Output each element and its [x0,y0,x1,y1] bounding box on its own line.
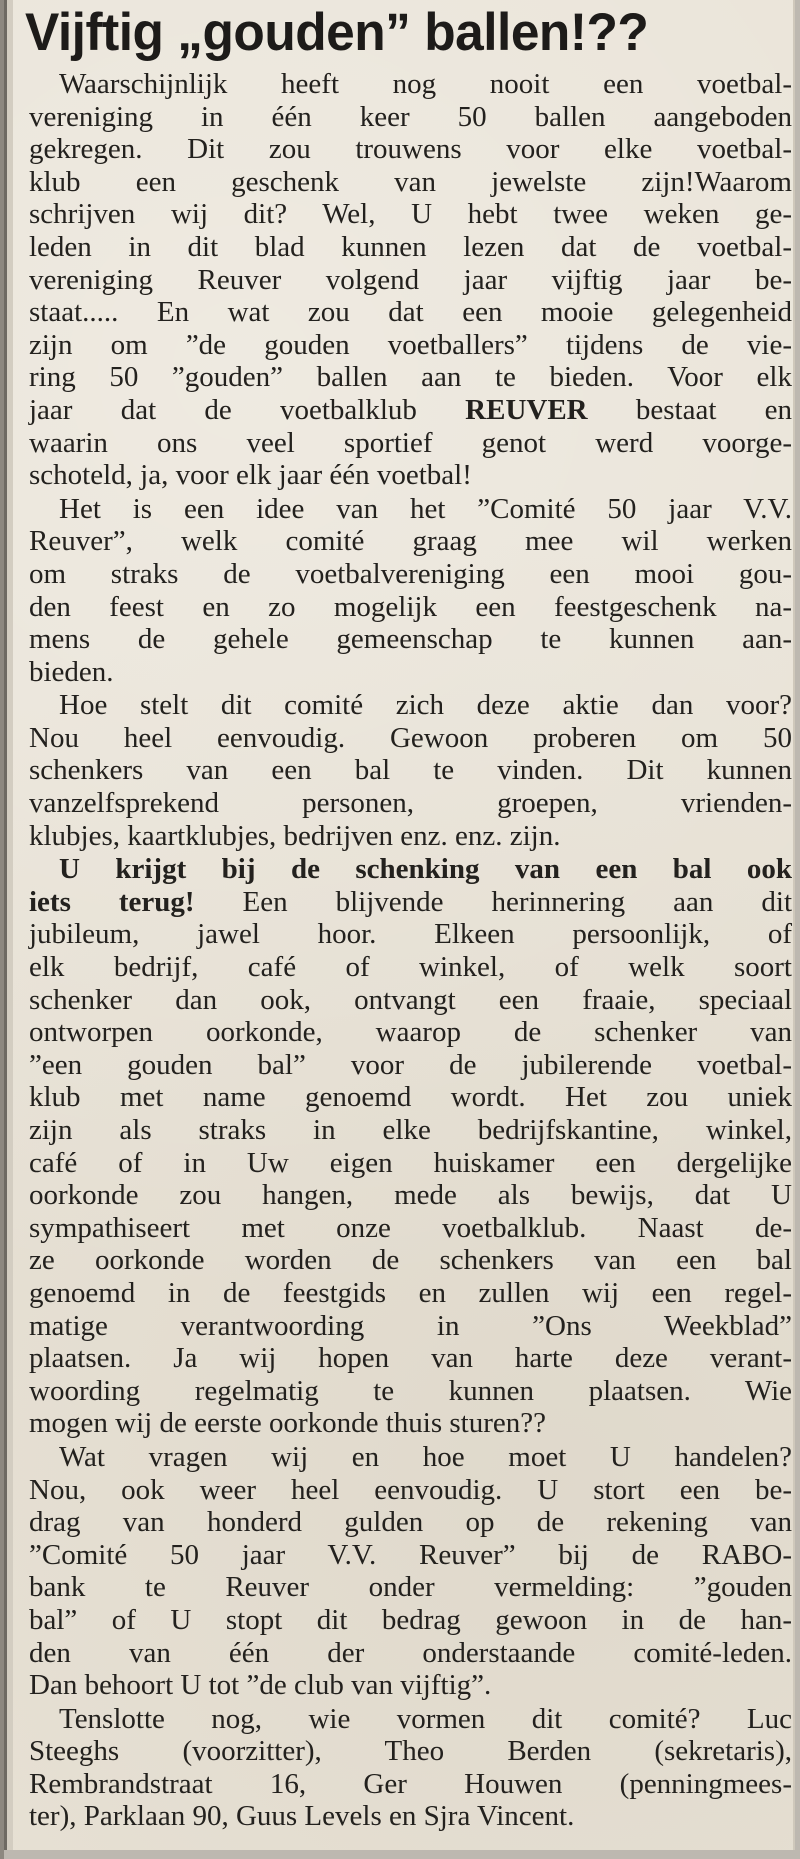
text-line [29,361,792,394]
text-segment: leden in dit blad kunnen lezen dat de voetbal- [29,230,792,263]
text-segment: waarin ons veel sportief genot werd voorge- [29,426,792,459]
text-segment: Reuver”, welk comité graag mee wil werken [29,525,792,558]
text-line [29,623,792,656]
text-segment: bestaat en [587,393,792,426]
text-segment: Het is een idee van het ”Comité 50 jaar V.V. [59,492,792,525]
text-line [29,1147,792,1180]
bold-text: REUVER [465,393,588,426]
text-line [29,1342,792,1375]
text-line [29,820,792,853]
text-line [29,329,792,362]
text-segment: ”Comité 50 jaar V.V. Reuver” bij de RABO- [29,1538,792,1571]
article-headline: Vijftig „gouden” ballen!?? [25,3,649,62]
text-segment: den feest en zo mogelijk een feestgeschenk na- [29,590,792,623]
text-line [29,133,792,166]
text-segment: Nou, ook weer heel eenvoudig. U stort een be- [29,1473,792,1506]
text-segment: zijn om ”de gouden voetballers” tijdens de vie- [29,328,792,361]
text-line [29,493,792,526]
article-paragraph [29,853,792,1440]
text-line [29,1179,792,1212]
text-line [29,1474,792,1507]
text-line [29,1016,792,1049]
text-segment: den van één der onderstaande comité-leden. [29,1636,792,1669]
text-segment: Wat vragen wij en hoe moet U handelen? [59,1440,792,1473]
text-line [29,1800,792,1833]
text-segment: klub een geschenk van jewelste zijn!Waarom [29,165,792,198]
text-segment: bal” of U stopt dit bedrag gewoon in de han- [29,1603,792,1636]
text-segment: ring 50 ”gouden” ballen aan te bieden. Voor elk [29,361,792,394]
text-line [29,296,792,329]
text-line [29,1310,792,1343]
text-segment: gekregen. Dit zou trouwens voor elke voetbal- [29,133,792,166]
text-line [29,787,792,820]
text-segment: jaar dat de voetbalklub [29,393,466,426]
article-paragraph [29,689,792,852]
text-line [29,1539,792,1572]
text-line [29,886,792,919]
article-paragraph [29,68,792,492]
text-segment: vereniging in één keer 50 ballen aangeboden [29,100,792,133]
text-segment: woording regelmatig te kunnen plaatsen. Wie [29,1374,792,1407]
text-segment: klub met name genoemd wordt. Het zou uniek [29,1081,792,1114]
text-line [29,101,792,134]
text-segment: ze oorkonde worden de schenkers van een bal [29,1244,792,1277]
text-line [29,166,792,199]
text-line [29,1768,792,1801]
text-segment: Hoe stelt dit comité zich deze aktie dan voor? [59,689,792,722]
text-segment: Nou heel eenvoudig. Gewoon proberen om 50 [29,721,792,754]
text-segment: klubjes, kaartklubjes, bedrijven enz. enz. zijn. [29,819,561,852]
newspaper-clipping [4,0,795,1850]
text-line [29,1669,792,1702]
text-segment: café of in Uw eigen huiskamer een dergelijke [29,1146,792,1179]
text-line [29,951,792,984]
text-segment: plaatsen. Ja wij hopen van harte deze verant- [29,1342,792,1375]
text-segment: matige verantwoording in ”Ons Weekblad” [29,1309,792,1342]
text-line [29,1049,792,1082]
text-segment: Een blijvende herinnering aan dit [194,885,792,918]
article-body [29,68,792,1834]
bold-text: U krijgt bij de schenking van een bal ook [59,853,792,886]
text-line [29,231,792,264]
text-segment: mogen wij de eerste oorkonde thuis sturen?? [29,1407,547,1440]
text-segment: bieden. [29,655,114,688]
text-line [29,427,792,460]
text-line [29,394,792,427]
text-line [29,1212,792,1245]
text-segment: Tenslotte nog, wie vormen dit comité? Luc [59,1702,792,1735]
text-segment: schenker dan ook, ontvangt een fraaie, speciaal [29,983,792,1016]
text-line [29,264,792,297]
text-segment: Dan behoort U tot ”de club van vijftig”. [29,1669,492,1702]
article-paragraph [29,1441,792,1702]
text-line [29,459,792,492]
text-line [29,1571,792,1604]
text-line [29,1604,792,1637]
text-line [29,1375,792,1408]
text-line [29,1735,792,1768]
text-line [29,1277,792,1310]
text-line [29,68,792,101]
text-line [29,1244,792,1277]
text-segment: drag van honderd gulden op de rekening van [29,1506,792,1539]
text-line [29,853,792,886]
text-line [29,689,792,722]
text-segment: vereniging Reuver volgend jaar vijftig jaar be- [29,263,792,296]
text-segment: mens de gehele gemeenschap te kunnen aan- [29,623,792,656]
text-segment: staat..... En wat zou dat een mooie gelegenheid [29,296,792,329]
text-line [29,1114,792,1147]
text-line [29,1407,792,1440]
text-segment: schrijven wij dit? Wel, U hebt twee weken ge- [29,198,792,231]
text-line [29,1703,792,1736]
text-segment: vanzelfsprekend personen, groepen, vrienden- [29,787,792,820]
text-segment: bank te Reuver onder vermelding: ”gouden [29,1571,792,1604]
text-segment: genoemd in de feestgids en zullen wij een regel- [29,1276,792,1309]
text-segment: ontworpen oorkonde, waarop de schenker van [29,1016,792,1049]
text-segment: sympathiseert met onze voetbalklub. Naast de- [29,1211,792,1244]
article-paragraph [29,1703,792,1833]
text-segment: schoteld, ja, voor elk jaar één voetbal! [29,459,472,492]
text-segment: ”een gouden bal” voor de jubilerende voetbal- [29,1048,792,1081]
text-line [29,1081,792,1114]
text-line [29,754,792,787]
text-line [29,1637,792,1670]
text-segment: oorkonde zou hangen, mede als bewijs, dat U [29,1179,792,1212]
bold-text: iets terug! [29,885,195,918]
text-line [29,591,792,624]
text-line [29,1441,792,1474]
text-line [29,198,792,231]
text-line [29,558,792,591]
article-paragraph [29,493,792,689]
text-segment: Rembrandstraat 16, Ger Houwen (penningmees- [29,1767,792,1800]
text-segment: ter), Parklaan 90, Guus Levels en Sjra Vincent. [29,1800,575,1833]
text-segment: schenkers van een bal te vinden. Dit kunnen [29,754,792,787]
text-line [29,918,792,951]
text-line [29,656,792,689]
text-segment: elk bedrijf, café of winkel, of welk soort [29,951,792,984]
text-segment: Steeghs (voorzitter), Theo Berden (sekretaris), [29,1735,792,1768]
text-segment: Waarschijnlijk heeft nog nooit een voetbal- [59,68,792,100]
text-line [29,1506,792,1539]
text-segment: om straks de voetbalvereniging een mooi gou- [29,557,792,590]
text-line [29,984,792,1017]
text-line [29,722,792,755]
text-segment: jubileum, jawel hoor. Elkeen persoonlijk, of [29,918,792,951]
text-segment: zijn als straks in elke bedrijfskantine, winkel, [29,1114,792,1146]
text-line [29,525,792,558]
